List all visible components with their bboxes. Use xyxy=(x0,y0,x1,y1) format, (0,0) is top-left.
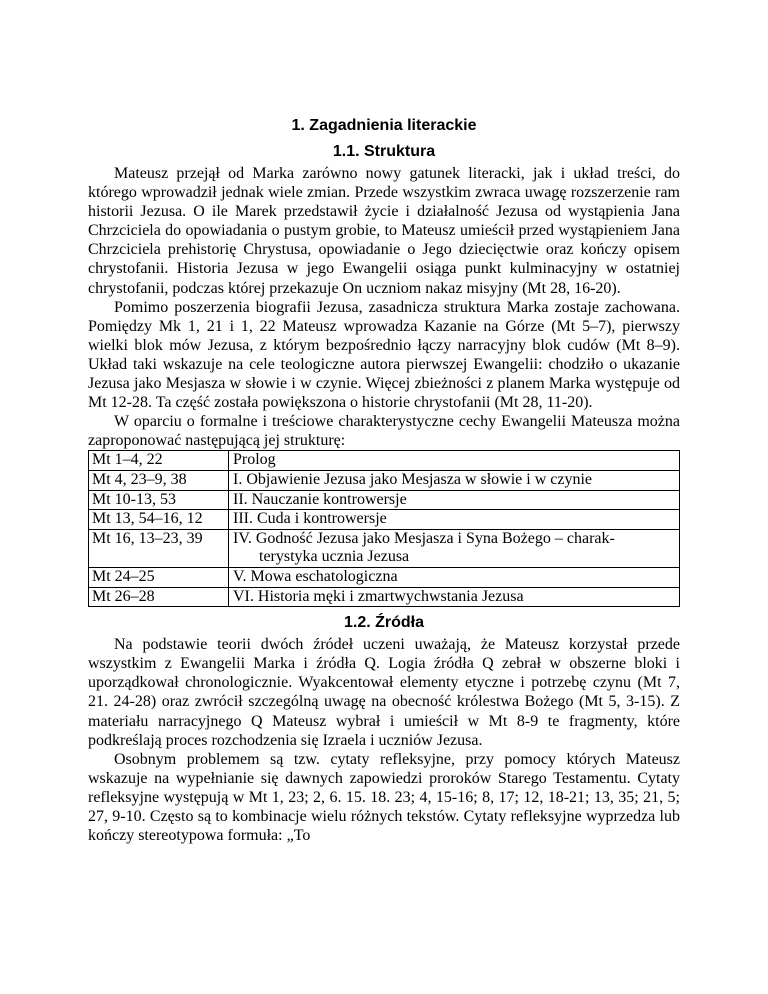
table-cell-description: Prolog xyxy=(229,451,680,471)
table-cell-reference: Mt 16, 13–23, 39 xyxy=(89,529,229,567)
document-page xyxy=(88,116,680,845)
section-title-sources: 1.2. Źródła xyxy=(343,614,425,632)
table-cell-description: VI. Historia męki i zmartwychwstania Jezusa xyxy=(229,587,680,607)
table-cell-reference: Mt 26–28 xyxy=(89,587,229,607)
table-cell-description: V. Mowa eschatologiczna xyxy=(229,567,680,587)
table-cell-description: I. Objawienie Jezusa jako Mesjasza w słowie i w czynie xyxy=(229,471,680,491)
paragraph: W oparciu o formalne i treściowe charakterystyczne cechy Ewangelii Mateusza można zaproponować następującą jej strukturę: xyxy=(88,413,680,450)
table-cell-reference: Mt 10-13, 53 xyxy=(89,490,229,510)
table-cell-reference: Mt 1–4, 22 xyxy=(89,451,229,471)
section-title-structure: 1.1. Struktura xyxy=(332,143,436,160)
table-row xyxy=(89,510,680,530)
description-line: IV. Godność Jezusa jako Mesjasza i Syna Bożego – charak- xyxy=(233,529,615,547)
table-row xyxy=(89,451,680,471)
chapter-heading: 1. Zagadnienia literackie xyxy=(291,117,477,134)
paragraph: Osobnym problemem są tzw. cytaty refleksyjne, przy pomocy których Mateusz wskazuje na wypełnianie się dawnych zapowiedzi proroków Starego Testamentu. Cytaty refleksyjne występują w Mt 1, 23; 2, 6. 15. 18. 23; 4, 15-16; 8, 17; 12, 18-21; 13, 35; 21, 5; 27, 9-10. Często są to kombinacje wielu różnych tekstów. Cytaty refleksyjne wyprzedza lub kończy stereotypowa formuła: „To xyxy=(88,750,680,845)
table-cell-description xyxy=(229,529,680,567)
table-cell-description: III. Cuda i kontrowersje xyxy=(229,510,680,530)
table-row xyxy=(89,529,680,567)
table-cell-reference: Mt 4, 23–9, 38 xyxy=(89,471,229,491)
table-row xyxy=(89,567,680,587)
table-cell-reference: Mt 24–25 xyxy=(89,567,229,587)
table-row xyxy=(89,471,680,491)
table-row xyxy=(89,490,680,510)
paragraph: Mateusz przejął od Marka zarówno nowy gatunek literacki, jak i układ treści, do którego wprowadził jednak wiele zmian. Przede wszystkim zwraca uwagę rozszerzenie ram historii Jezusa. O ile Marek przedstawił życie i działalność Jezusa od wystąpienia Jana Chrzciciela do opowiadania o pustym grobie, to Mateusz umieścił przed wystąpieniem Jana Chrzciciela prehistorię Chrystusa, opowiadanie o Jego dziecięctwie oraz kończy opisem chrystofanii. Historia Jezusa w jego Ewangelii osiąga punkt kulminacyjny w ostatniej chrystofanii, podczas której przekazuje On uczniom nakaz misyjny (Mt 28, 16-20). xyxy=(88,165,680,297)
description-continuation: terystyka ucznia Jezusa xyxy=(259,548,410,566)
paragraph: Na podstawie teorii dwóch źródeł uczeni uważają, że Mateusz korzystał przede wszystkim z Ewangelii Marka i źródła Q. Logia źródła Q zebrał w obszerne bloki i uporządkował chronologicznie. Wyakcentował elementy etyczne i potrzebę czynu (Mt 7, 21. 24-28) oraz zwrócił szczególną uwagę na obecność królestwa Bożego (Mt 5, 3-15). Z materiału narracyjnego Q Mateusz wybrał i umieścił w Mt 8-9 te fragmenty, które podkreślają proces rozchodzenia się Izraela i uczniów Jezusa. xyxy=(88,636,680,749)
paragraph: Pomimo poszerzenia biografii Jezusa, zasadnicza struktura Marka zostaje zachowana. Pomiędzy Mk 1, 21 i 1, 22 Mateusz wprowadza Kazanie na Górze (Mt 5–7), pierwszy wielki blok mów Jezusa, z którym bezpośrednio łączy narracyjny blok cudów (Mt 8–9). Układ taki wskazuje na cele teologiczne autora pierwszej Ewangelii: chodziło o ukazanie Jezusa jako Mesjasza w słowie i w czynie. Więcej zbieżności z planem Marka występuje od Mt 12-28. Ta część została powiększona o historie chrystofanii (Mt 28, 11-20). xyxy=(88,298,680,412)
table-cell-reference: Mt 13, 54–16, 12 xyxy=(89,510,229,530)
table-cell-description: II. Nauczanie kontrowersje xyxy=(229,490,680,510)
table-row xyxy=(89,587,680,607)
structure-table xyxy=(88,450,680,607)
